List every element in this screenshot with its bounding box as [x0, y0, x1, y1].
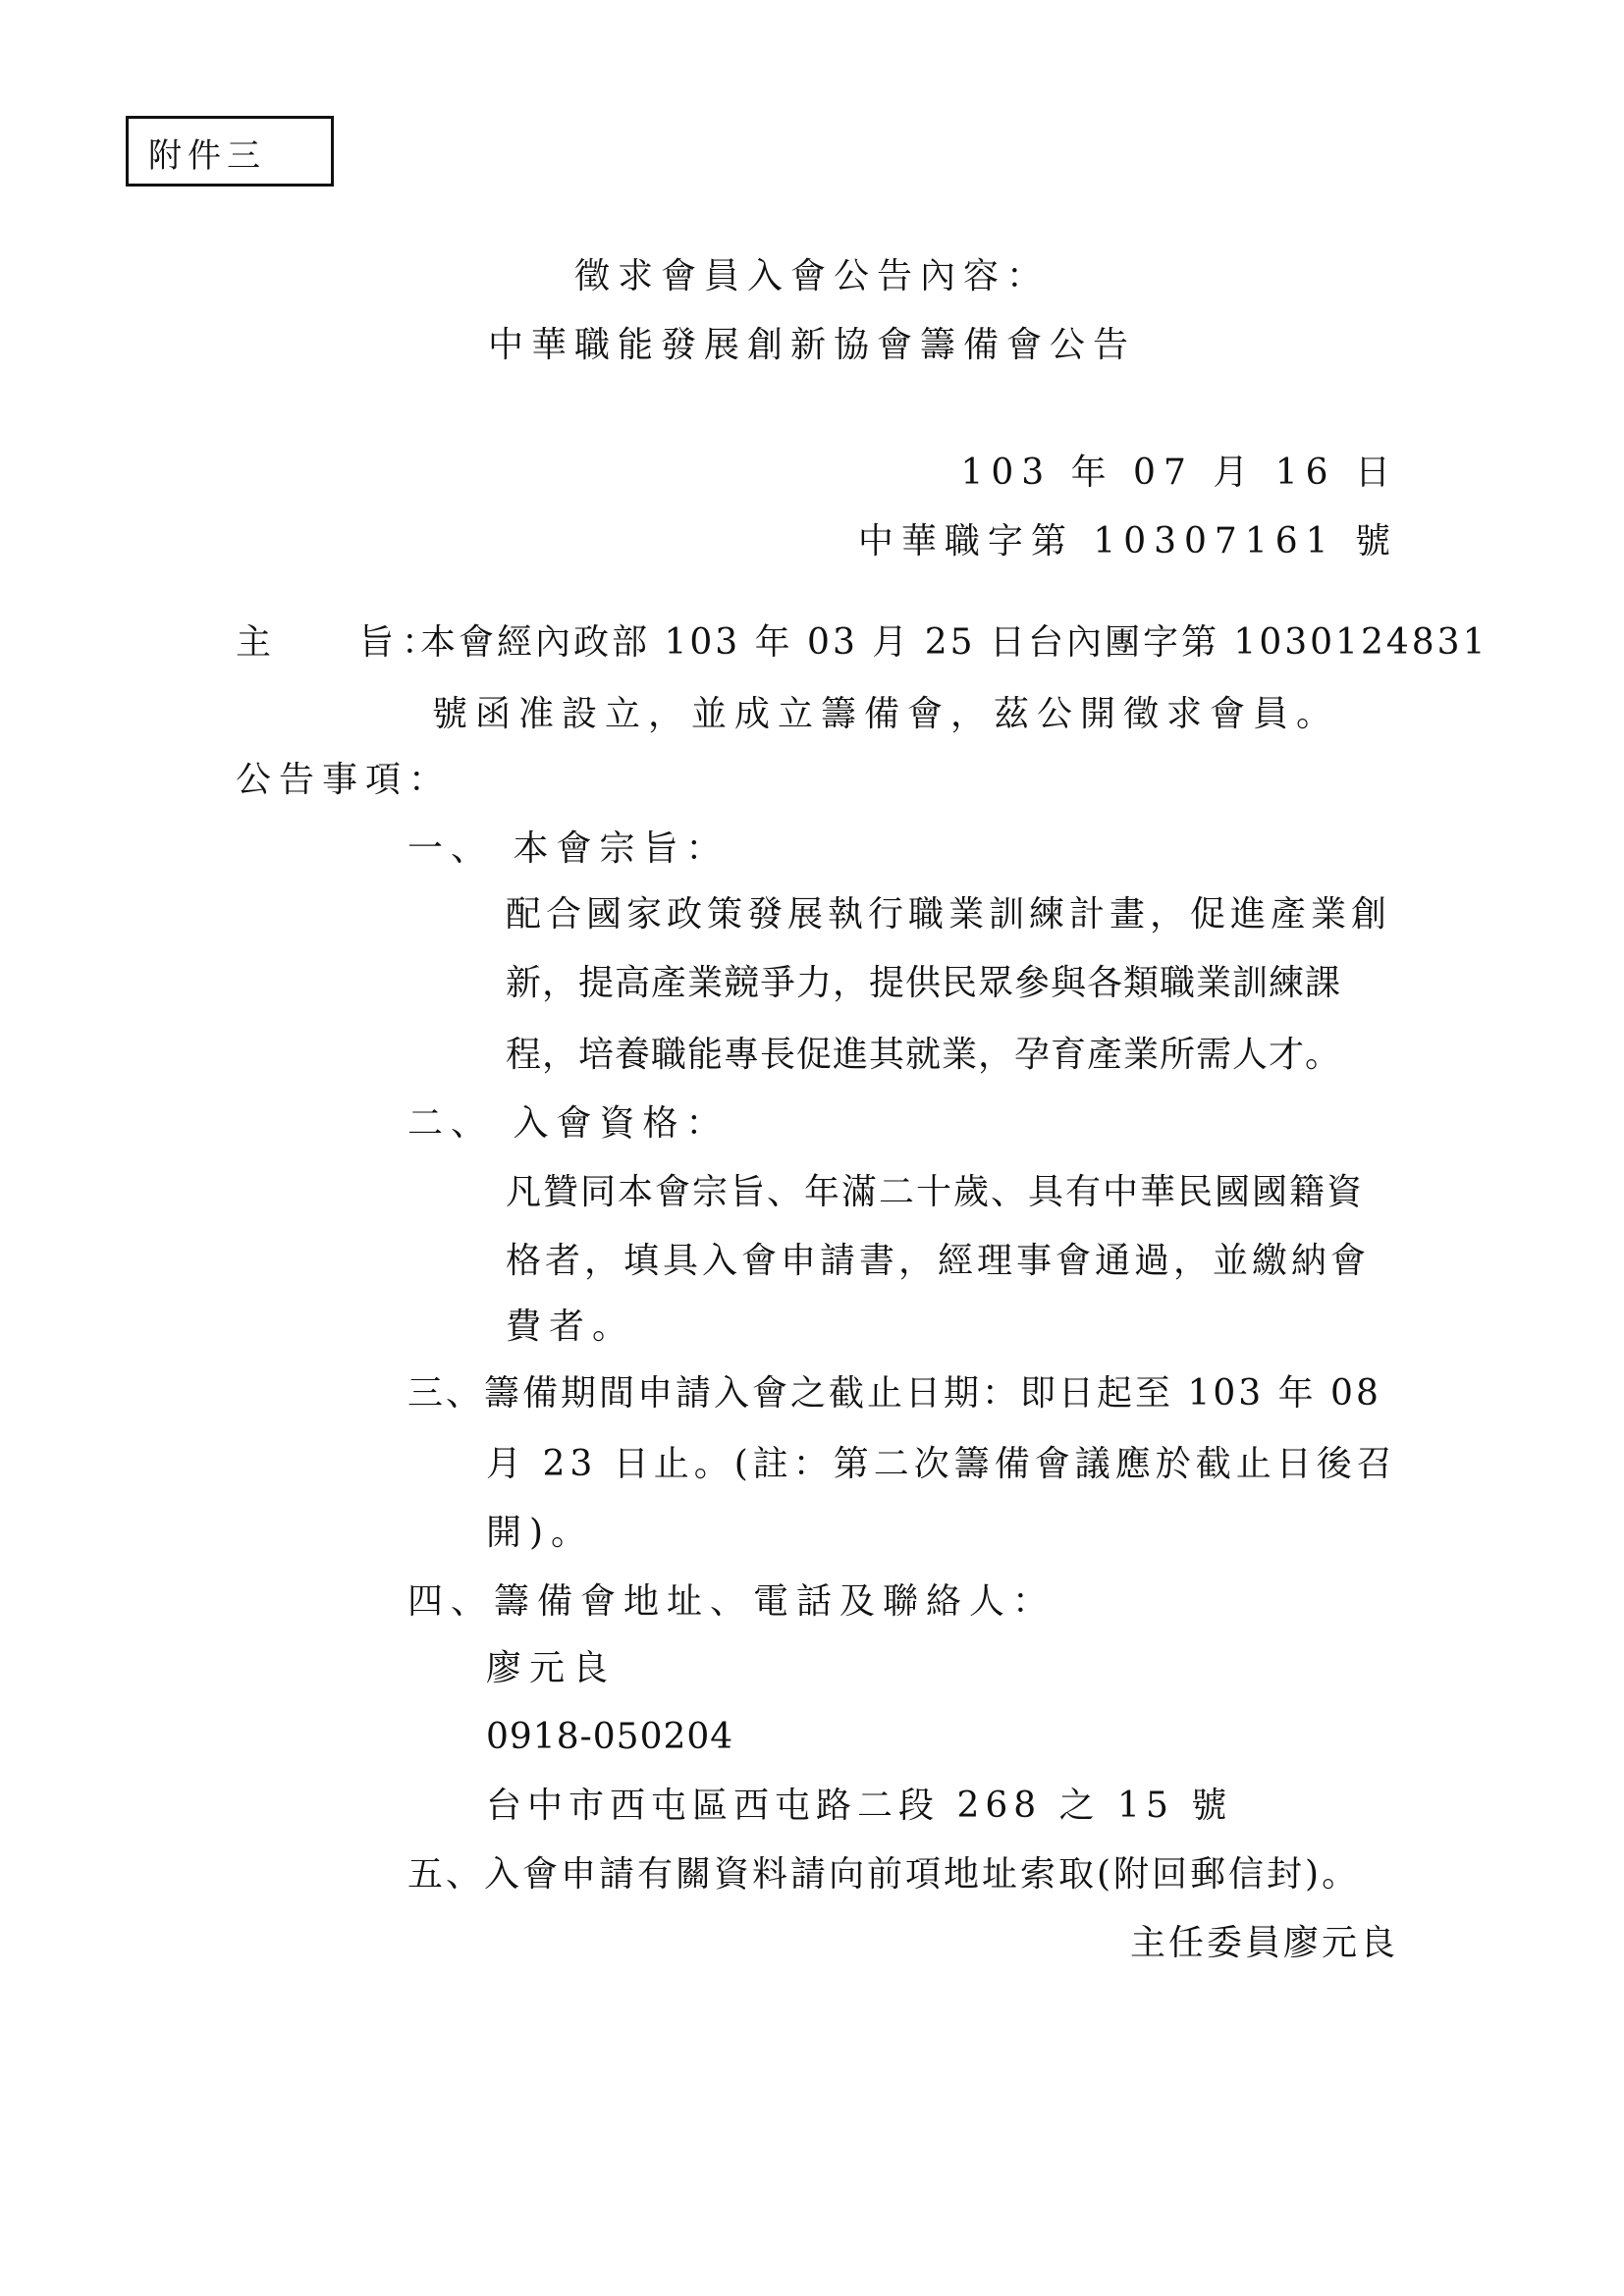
- contact-phone: 0918-050204: [486, 1717, 734, 1757]
- item-4-heading: 四、籌備會地址、電話及聯絡人：: [407, 1581, 1056, 1622]
- item-3-heading: 三、籌備期間申請入會之截止日期：即日起至 103 年 08: [407, 1373, 1381, 1414]
- reference-number: 中華職字第 10307161 號: [857, 521, 1398, 561]
- item-1-line-2: 新，提高產業競爭力，提供民眾參與各類職業訓練課: [506, 963, 1342, 1003]
- item-1-heading: 一、 本會宗旨：: [407, 828, 730, 869]
- title-line-2: 中華職能發展創新協會籌備會公告: [487, 325, 1136, 365]
- item-2-line-1: 凡贊同本會宗旨、年滿二十歲、具有中華民國國籍資: [506, 1172, 1365, 1212]
- item-2-line-2: 格者，填具入會申請書，經理事會通過，並繳納會: [506, 1241, 1371, 1281]
- announcement-heading: 公告事項：: [236, 760, 453, 800]
- title-line-1: 徵求會員入會公告內容：: [573, 256, 1050, 296]
- contact-name: 廖元良: [486, 1648, 617, 1688]
- document-date: 103 年 07 月 16 日: [960, 453, 1398, 493]
- item-2-heading: 二、 入會資格：: [407, 1103, 730, 1144]
- contact-address: 台中市西屯區西屯路二段 268 之 15 號: [486, 1786, 1233, 1826]
- subject-line-2: 號函准設立，並成立籌備會，茲公開徵求會員。: [432, 694, 1340, 734]
- item-2-line-3: 費者。: [506, 1307, 636, 1347]
- item-1-line-1: 配合國家政策發展執行職業訓練計畫，促進產業創: [506, 894, 1392, 934]
- item-3-line-2: 開)。: [486, 1513, 595, 1553]
- item-3-line-1: 月 23 日止。(註：第二次籌備會議應於截止日後召: [486, 1444, 1397, 1484]
- subject-line-1: 本會經內政部 103 年 03 月 25 日台內團字第 1030124831: [420, 622, 1489, 663]
- attachment-label-box: [126, 116, 334, 187]
- item-1-line-3: 程，培養職能專長促進其就業，孕育產業所需人才。: [506, 1035, 1342, 1075]
- attachment-label: 附件三: [148, 136, 266, 176]
- signature: 主任委員廖元良: [1129, 1923, 1398, 1963]
- subject-label-2: 旨：: [358, 622, 446, 663]
- item-5-heading: 五、入會申請有關資料請向前項地址索取(附回郵信封)。: [407, 1854, 1361, 1895]
- subject-label-1: 主: [236, 622, 280, 663]
